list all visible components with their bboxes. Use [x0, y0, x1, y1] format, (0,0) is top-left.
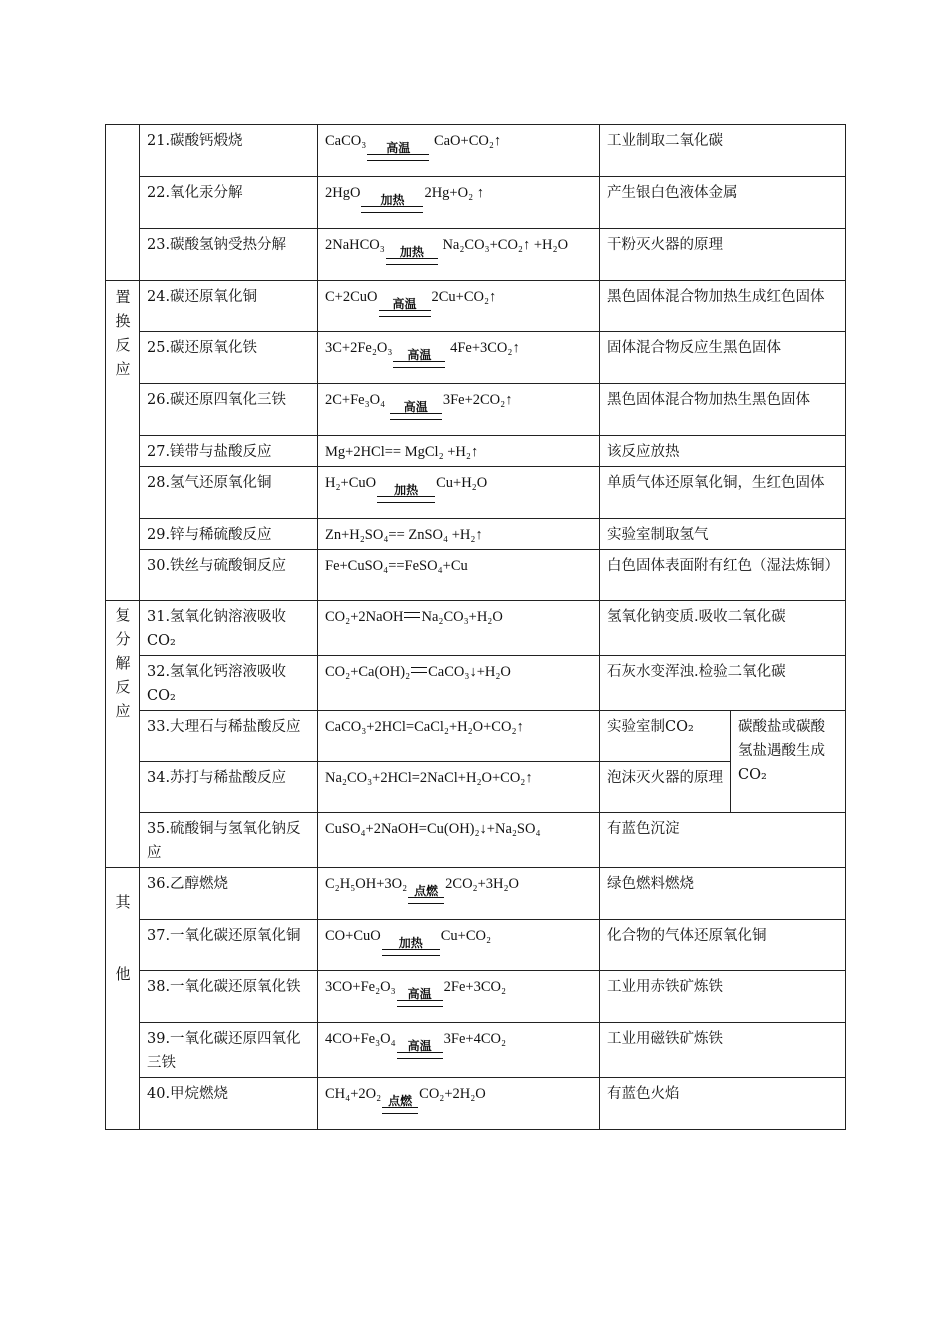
double-bond-equals	[404, 612, 420, 618]
table-row	[106, 384, 846, 436]
reaction-description: 石灰水变浑浊.检验二氧化碳	[600, 656, 846, 711]
reaction-description: 该反应放热	[600, 436, 846, 467]
equation-cell: 3CO+Fe₂O₃ 高温 2Fe+3CO₂	[318, 971, 600, 1023]
table-row	[106, 656, 846, 711]
reaction-description: 产生银白色液体金属	[600, 177, 846, 229]
reaction-name: 21.碳酸钙煅烧	[140, 125, 318, 177]
table-row	[106, 971, 846, 1023]
reaction-name: 40.甲烷燃烧	[140, 1078, 318, 1130]
reaction-name: 31.氢氧化钠溶液吸收CO₂	[140, 601, 318, 656]
reaction-name: 29.锌与稀硫酸反应	[140, 519, 318, 550]
condition-high-temp: 高温	[379, 298, 431, 317]
reaction-description: 白色固体表面附有红色（湿法炼铜）	[600, 550, 846, 601]
reaction-description: 化合物的气体还原氧化铜	[600, 920, 846, 971]
table-row	[106, 467, 846, 519]
category-double-decomposition: 复 分 解 反 应	[106, 601, 140, 868]
table-row	[106, 229, 846, 281]
equation-cell: CuSO₄+2NaOH=Cu(OH)₂↓+Na₂SO₄	[318, 813, 600, 868]
reaction-description: 实验室制CO₂	[600, 711, 731, 762]
reaction-name: 38.一氧化碳还原氧化铁	[140, 971, 318, 1023]
reaction-name: 36.乙醇燃烧	[140, 868, 318, 920]
equation-cell: CaCO₃+2HCl=CaCl₂+H₂O+CO₂↑	[318, 711, 600, 762]
equation-cell: C₂H₅OH+3O₂ 点燃 2CO₂+3H₂O	[318, 868, 600, 920]
reaction-name: 27.镁带与盐酸反应	[140, 436, 318, 467]
reaction-description: 固体混合物反应生黑色固体	[600, 332, 846, 384]
table-row	[106, 436, 846, 467]
reaction-description: 泡沫灭火器的原理	[600, 762, 731, 813]
condition-heat: 加热	[361, 194, 423, 213]
equation-cell: CO₂+Ca(OH)₂ CaCO₃↓+H₂O	[318, 656, 600, 711]
equation-cell: C+2CuO 高温 2Cu+CO₂↑	[318, 281, 600, 332]
reaction-name: 22.氧化汞分解	[140, 177, 318, 229]
reaction-description: 有蓝色沉淀	[600, 813, 846, 868]
equation-cell: 4CO+Fe₃O₄ 高温 3Fe+4CO₂	[318, 1023, 600, 1078]
reaction-description: 干粉灭火器的原理	[600, 229, 846, 281]
reaction-name: 30.铁丝与硫酸铜反应	[140, 550, 318, 601]
reaction-name: 39.一氧化碳还原四氧化三铁	[140, 1023, 318, 1078]
table-row	[106, 1023, 846, 1078]
condition-heat: 加热	[377, 484, 435, 503]
reaction-name: 28.氢气还原氧化铜	[140, 467, 318, 519]
reaction-description: 黑色固体混合物加热生黑色固体	[600, 384, 846, 436]
category-cell-decomposition	[106, 125, 140, 281]
table-row	[106, 1078, 846, 1130]
reaction-name: 33.大理石与稀盐酸反应	[140, 711, 318, 762]
table-row	[106, 711, 846, 762]
reaction-description: 黑色固体混合物加热生成红色固体	[600, 281, 846, 332]
condition-high-temp: 高温	[390, 401, 442, 420]
category-other: 其 他	[106, 868, 140, 1130]
table-row	[106, 332, 846, 384]
equation-cell: CaCO₃ 高温 CaO+CO₂↑	[318, 125, 600, 177]
category-displacement: 置 换 反 应	[106, 281, 140, 601]
equation-cell: Mg+2HCl== MgCl₂ +H₂↑	[318, 436, 600, 467]
equation-cell: CO+CuO 加热 Cu+CO₂	[318, 920, 600, 971]
condition-high-temp: 高温	[397, 988, 443, 1007]
equation-cell: 3C+2Fe₂O₃ 高温 4Fe+3CO₂↑	[318, 332, 600, 384]
equation-cell: 2NaHCO₃ 加热 Na₂CO₃+CO₂↑ +H₂O	[318, 229, 600, 281]
reaction-description: 工业用磁铁矿炼铁	[600, 1023, 846, 1078]
reaction-name: 35.硫酸铜与氢氧化钠反应	[140, 813, 318, 868]
equation-cell: H₂+CuO 加热 Cu+H₂O	[318, 467, 600, 519]
table-row	[106, 920, 846, 971]
reaction-description: 有蓝色火焰	[600, 1078, 846, 1130]
condition-ignite: 点燃	[408, 885, 444, 904]
reaction-description: 氢氧化钠变质.吸收二氧化碳	[600, 601, 846, 656]
reaction-description: 工业制取二氧化碳	[600, 125, 846, 177]
reaction-description: 实验室制取氢气	[600, 519, 846, 550]
reaction-name: 34.苏打与稀盐酸反应	[140, 762, 318, 813]
reaction-name: 37.一氧化碳还原氧化铜	[140, 920, 318, 971]
shared-note: 碳酸盐或碳酸氢盐遇酸生成CO₂	[731, 711, 846, 813]
equation-cell: Fe+CuSO₄==FeSO₄+Cu	[318, 550, 600, 601]
reaction-name: 23.碳酸氢钠受热分解	[140, 229, 318, 281]
table-row	[106, 519, 846, 550]
equation-cell: CO₂+2NaOH Na₂CO₃+H₂O	[318, 601, 600, 656]
equation-cell: 2C+Fe₃O₄ 高温 3Fe+2CO₂↑	[318, 384, 600, 436]
table-row	[106, 813, 846, 868]
condition-high-temp: 高温	[367, 142, 429, 161]
reaction-name: 32.氢氧化钙溶液吸收CO₂	[140, 656, 318, 711]
condition-ignite: 点燃	[382, 1095, 418, 1114]
reaction-table	[105, 124, 846, 1130]
equation-cell: Zn+H₂SO₄== ZnSO₄ +H₂↑	[318, 519, 600, 550]
condition-heat: 加热	[386, 246, 438, 265]
reaction-description: 单质气体还原氧化铜，生红色固体	[600, 467, 846, 519]
condition-heat: 加热	[382, 937, 440, 956]
reaction-description: 工业用赤铁矿炼铁	[600, 971, 846, 1023]
reaction-name: 26.碳还原四氧化三铁	[140, 384, 318, 436]
table-row	[106, 177, 846, 229]
equation-cell: Na₂CO₃+2HCl=2NaCl+H₂O+CO₂↑	[318, 762, 600, 813]
reaction-description: 绿色燃料燃烧	[600, 868, 846, 920]
equation-cell: CH₄+2O₂ 点燃 CO₂+2H₂O	[318, 1078, 600, 1130]
table-row	[106, 868, 846, 920]
table-row	[106, 601, 846, 656]
reaction-name: 24.碳还原氧化铜	[140, 281, 318, 332]
reaction-name: 25.碳还原氧化铁	[140, 332, 318, 384]
equation-cell: 2HgO 加热 2Hg+O₂ ↑	[318, 177, 600, 229]
table-row	[106, 550, 846, 601]
condition-high-temp: 高温	[393, 349, 445, 368]
table-row	[106, 125, 846, 177]
table-row	[106, 281, 846, 332]
condition-high-temp: 高温	[397, 1040, 443, 1059]
double-bond-equals	[411, 667, 427, 673]
